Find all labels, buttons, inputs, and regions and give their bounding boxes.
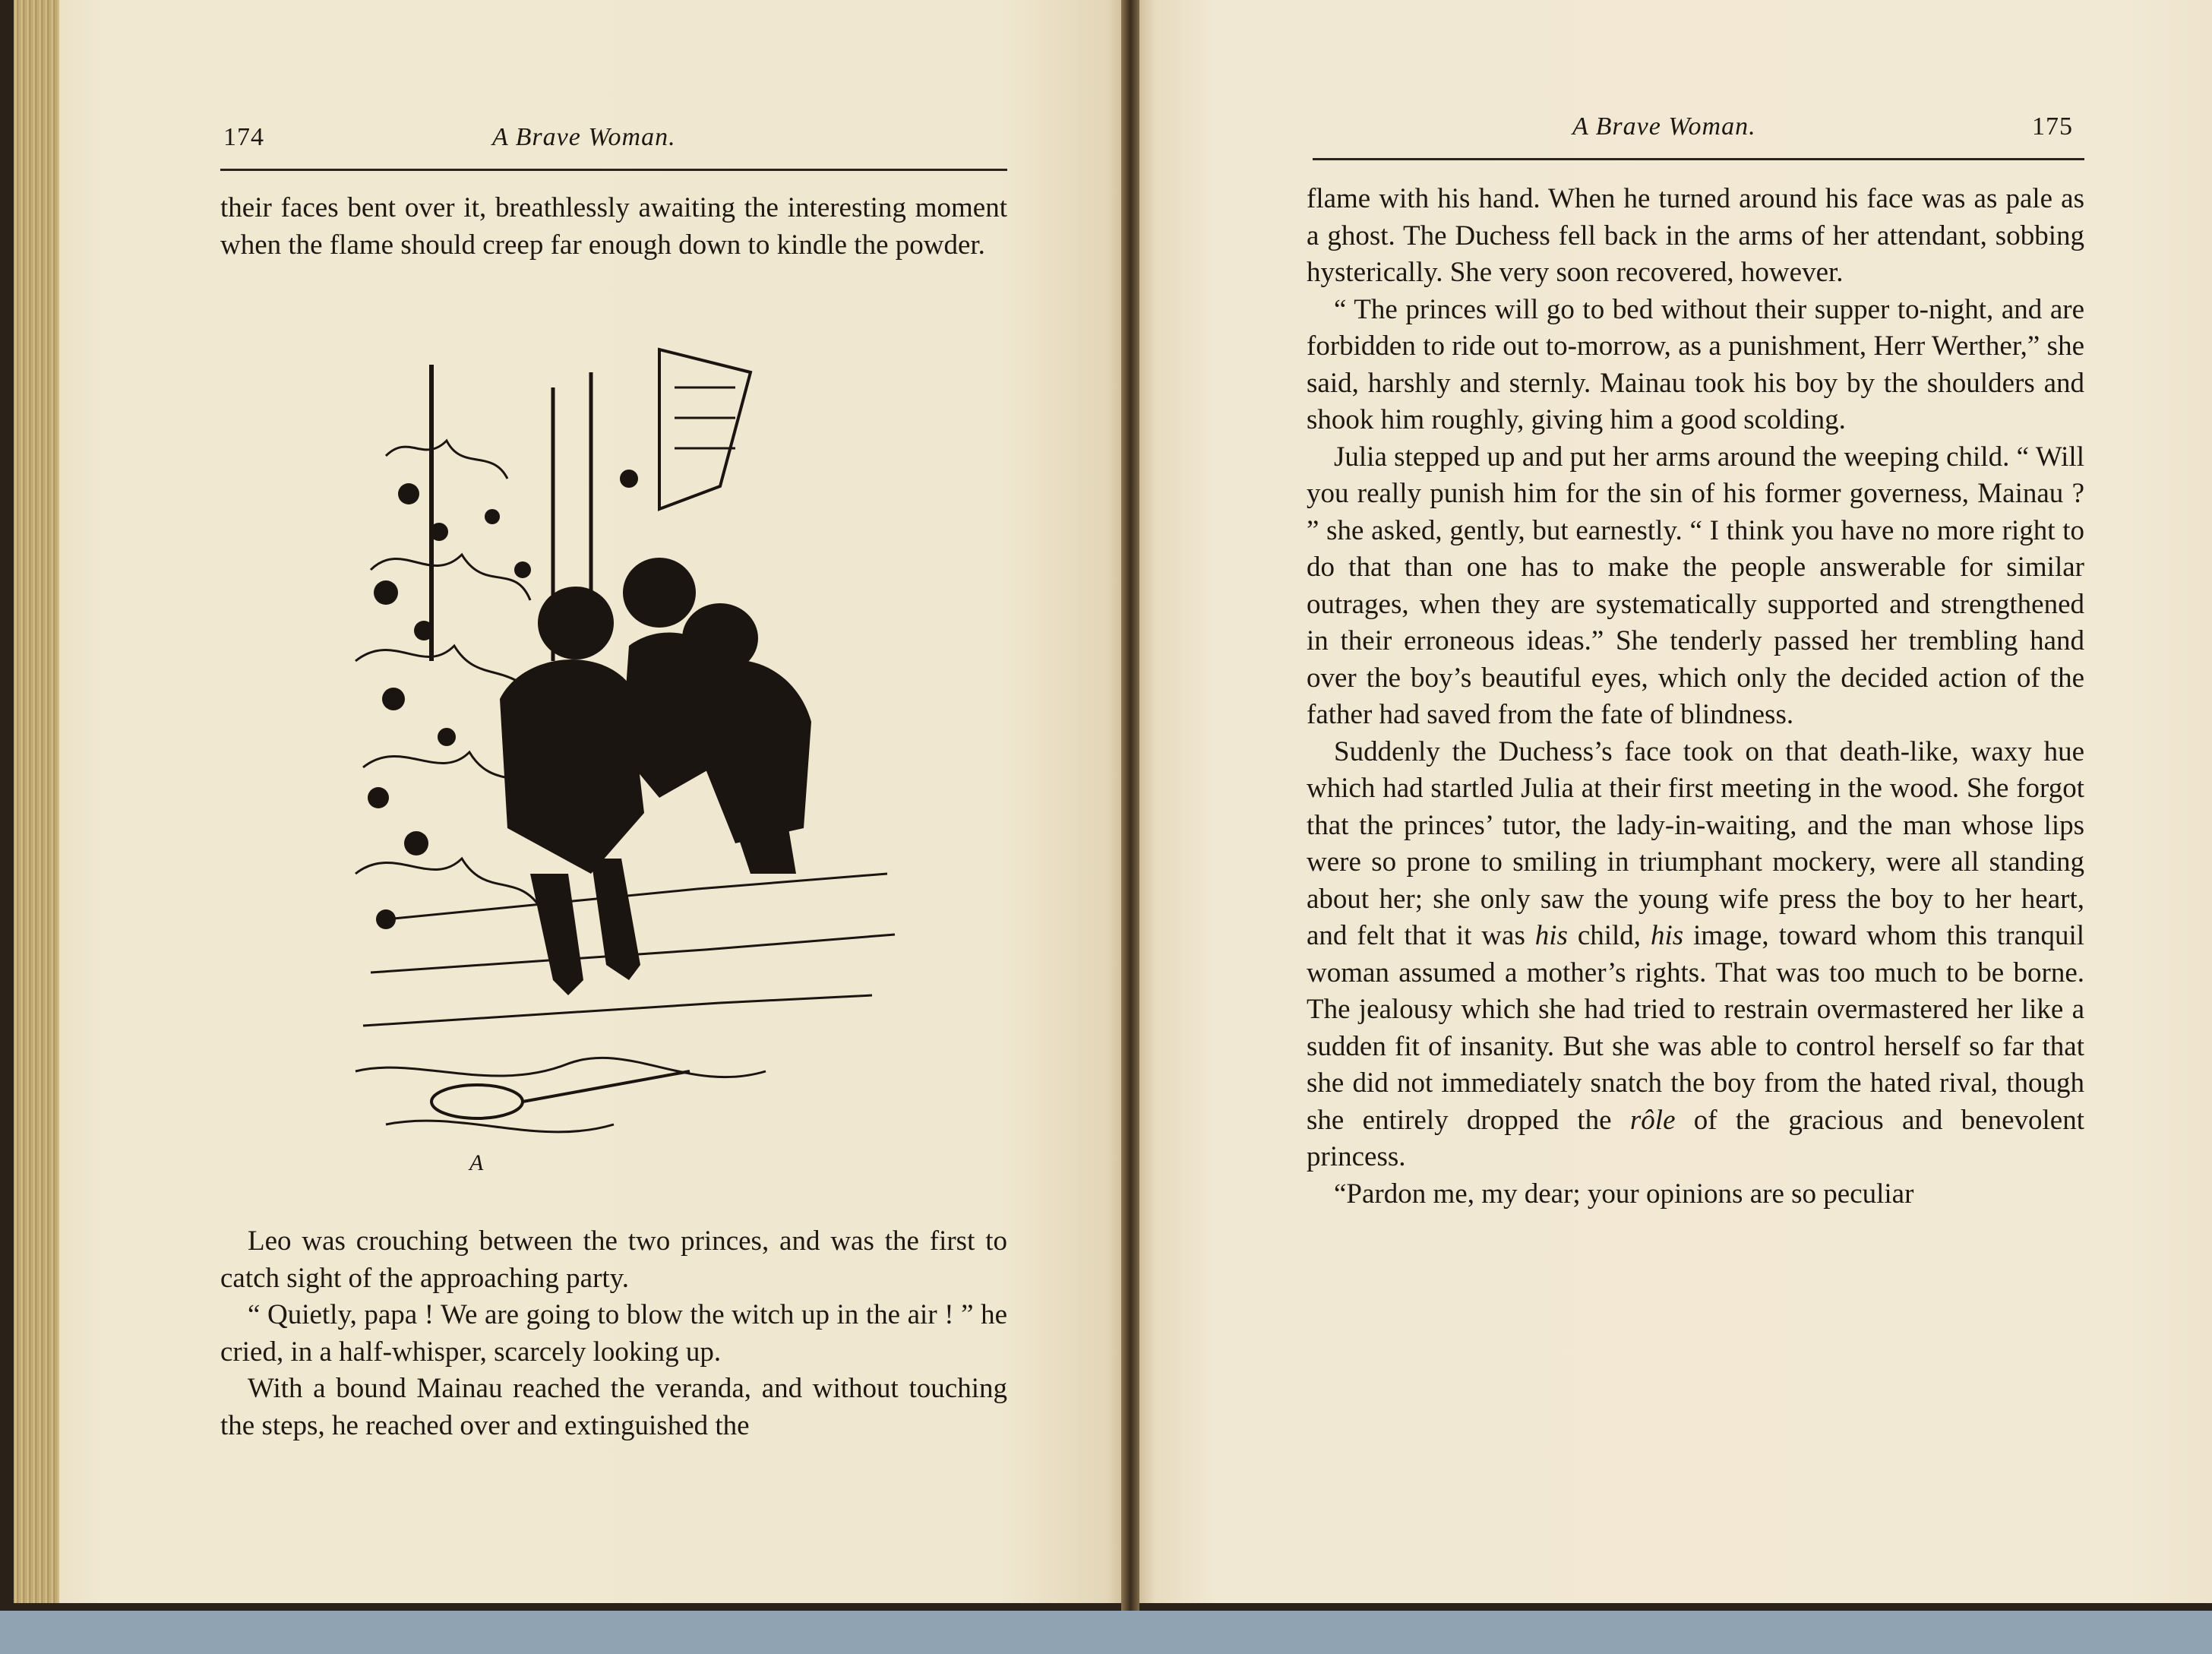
right-text <box>1307 181 2084 1213</box>
text-run: child, <box>1567 920 1651 951</box>
paragraph: their faces bent over it, breathlessly awaiting the interesting moment when the flame should creep far enough down to kindle the powder. <box>220 192 1007 261</box>
paragraph: Leo was crouching between the two princes, and was the first to catch sight of the approaching party. <box>220 1225 1007 1294</box>
left-page <box>14 0 1130 1603</box>
left-top-text <box>220 190 1007 264</box>
right-page <box>1132 0 2212 1603</box>
paragraph: “Pardon me, my dear; your opinions are so peculiar <box>1334 1178 1914 1210</box>
paragraph: flame with his hand. When he turned around his face was as pale as a ghost. The Duchess fell back in the arms of her attendant, sobbing hysterically. She very soon recovered, however. <box>1307 183 2084 288</box>
text-run: Suddenly the Duchess’s face took on that death-like, waxy hue which had startled Julia at their first meeting in the wood. She forgot that the princes’ tutor, the lady-in-waiting, and the man whose lips were so prone to smiling in triumphant mockery, were all standing about her; she only saw the young wife press the boy to her heart, and felt that it was <box>1307 735 2084 951</box>
left-running-title: A Brave Woman. <box>492 123 676 151</box>
right-running-title: A Brave Woman. <box>1572 112 1756 141</box>
left-bottom-text <box>220 1223 1007 1444</box>
illustration-boys-crouching <box>340 342 910 1178</box>
page-edges <box>14 0 59 1603</box>
text-run: image, toward whom this tranquil woman assumed a mother’s rights. That was too much to be borne. The jealousy which she had tried to restrain overmastered her like a sudden fit of insanity. But she was able to control herself so far that she did not immediately snatch the boy from the hated rival, though she entirely dropped the <box>1307 920 2085 1136</box>
text-run: of the gracious and benevolent princess. <box>1307 1104 2084 1172</box>
right-page-number: 175 <box>2032 112 2073 141</box>
right-header-rule <box>1313 158 2084 160</box>
paragraph-duchess <box>1307 734 2084 1176</box>
left-header-rule <box>220 169 1007 171</box>
paragraph: Julia stepped up and put her arms around the weeping child. “ Will you really punish him for the sin of his former governess, Mainau ? ” she asked, gently, but earnestly. “ I think you have no more right to do that than one has to make the people answerable for similar outrages, when they are systematically supported and strengthened in their erroneous ideas.” She tenderly passed her trembling hand over the boy’s beautiful eyes, which only the decided action of the father had saved from the fate of blindness. <box>1307 441 2084 730</box>
paragraph: “ Quietly, papa ! We are going to blow the witch up in the air ! ” he cried, in a half-whisper, scarcely looking up. <box>220 1299 1007 1368</box>
book-spine <box>1121 0 1139 1611</box>
italic-role: rôle <box>1629 1104 1676 1136</box>
paragraph: “ The princes will go to bed without their supper to-night, and are forbidden to ride out to-morrow, as a punishment, Herr Werther,” she said, harshly and sternly. Mainau took his boy by the shoulders and shook him roughly, giving him a good scolding. <box>1307 293 2084 435</box>
illustration-signature: A <box>469 1150 484 1175</box>
italic-his: his <box>1650 920 1684 951</box>
paragraph: With a bound Mainau reached the veranda, and without touching the steps, he reached over and extinguished the <box>220 1373 1007 1441</box>
left-page-number: 174 <box>223 123 264 151</box>
italic-his: his <box>1534 920 1568 951</box>
